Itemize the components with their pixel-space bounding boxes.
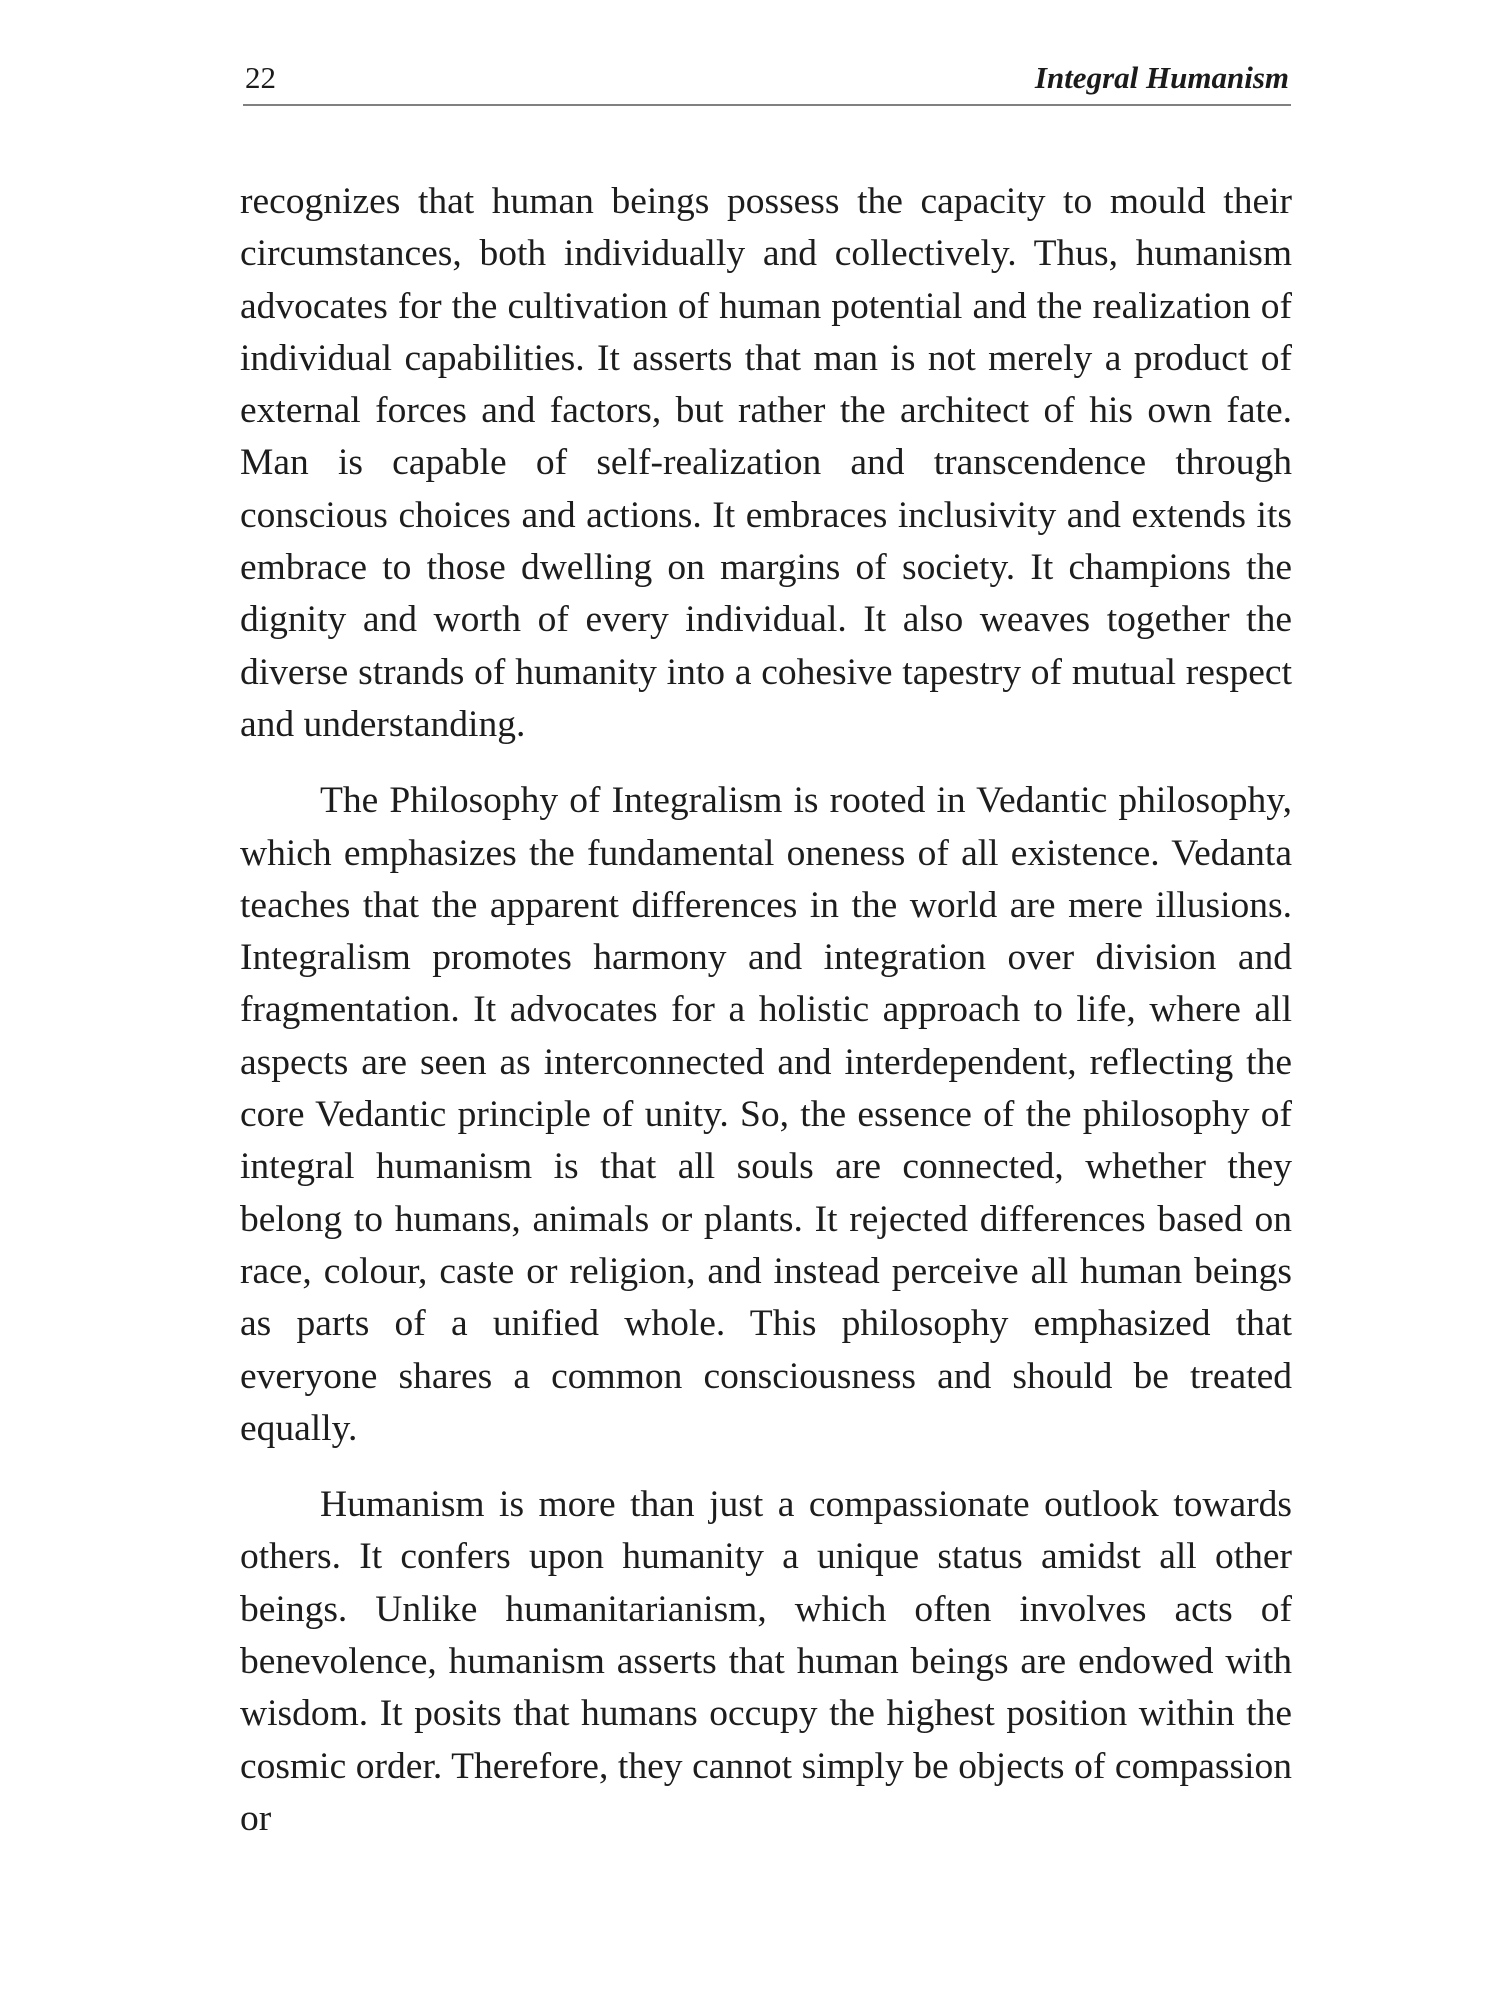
paragraph-1: recognizes that human beings possess the capacity to mould their circumstances, both individually and collectively. Thus, humanism advocates for the cultivation of human potential and the realization of individual capabilities. It asserts that man is not merely a product of external forces and factors, but rather the architect of his own fate. Man is capable of self-realization and transcendence through conscious choices and actions. It embraces inclusivity and extends its embrace to those dwelling on margins of society. It champions the dignity and worth of every individual. It also weaves together the diverse strands of humanity into a cohesive tapestry of mutual respect and understanding. [240, 181, 1292, 745]
paragraph-3: Humanism is more than just a compassionate outlook towards others. It confers upon humanity a unique status amidst all other beings. Unlike humanitarianism, which often involves acts of benevolence, humanism asserts that human beings are endowed with wisdom. It posits that humans occupy the highest position within the cosmic order. Therefore, they cannot simply be objects of compassion or [240, 1484, 1292, 1839]
page-number: 22 [245, 60, 276, 95]
paragraph-2: The Philosophy of Integralism is rooted in Vedantic philosophy, which emphasizes the fundamental oneness of all existence. Vedanta teaches that the apparent differences in the world are mere illusions. Integralism promotes harmony and integration over division and fragmentation. It advocates for a holistic approach to life, where all aspects are seen as interconnected and interdependent, reflecting the core Vedantic principle of unity. So, the essence of the philosophy of integral humanism is that all souls are connected, whether they belong to humans, animals or plants. It rejected differences based on race, colour, caste or religion, and instead perceive all human beings as parts of a unified whole. This philosophy emphasized that everyone shares a common consciousness and should be treated equally. [240, 780, 1292, 1449]
running-header [243, 56, 1291, 100]
running-title: Integral Humanism [1034, 60, 1289, 95]
body-text [240, 176, 1292, 1845]
header-rule [243, 104, 1291, 106]
